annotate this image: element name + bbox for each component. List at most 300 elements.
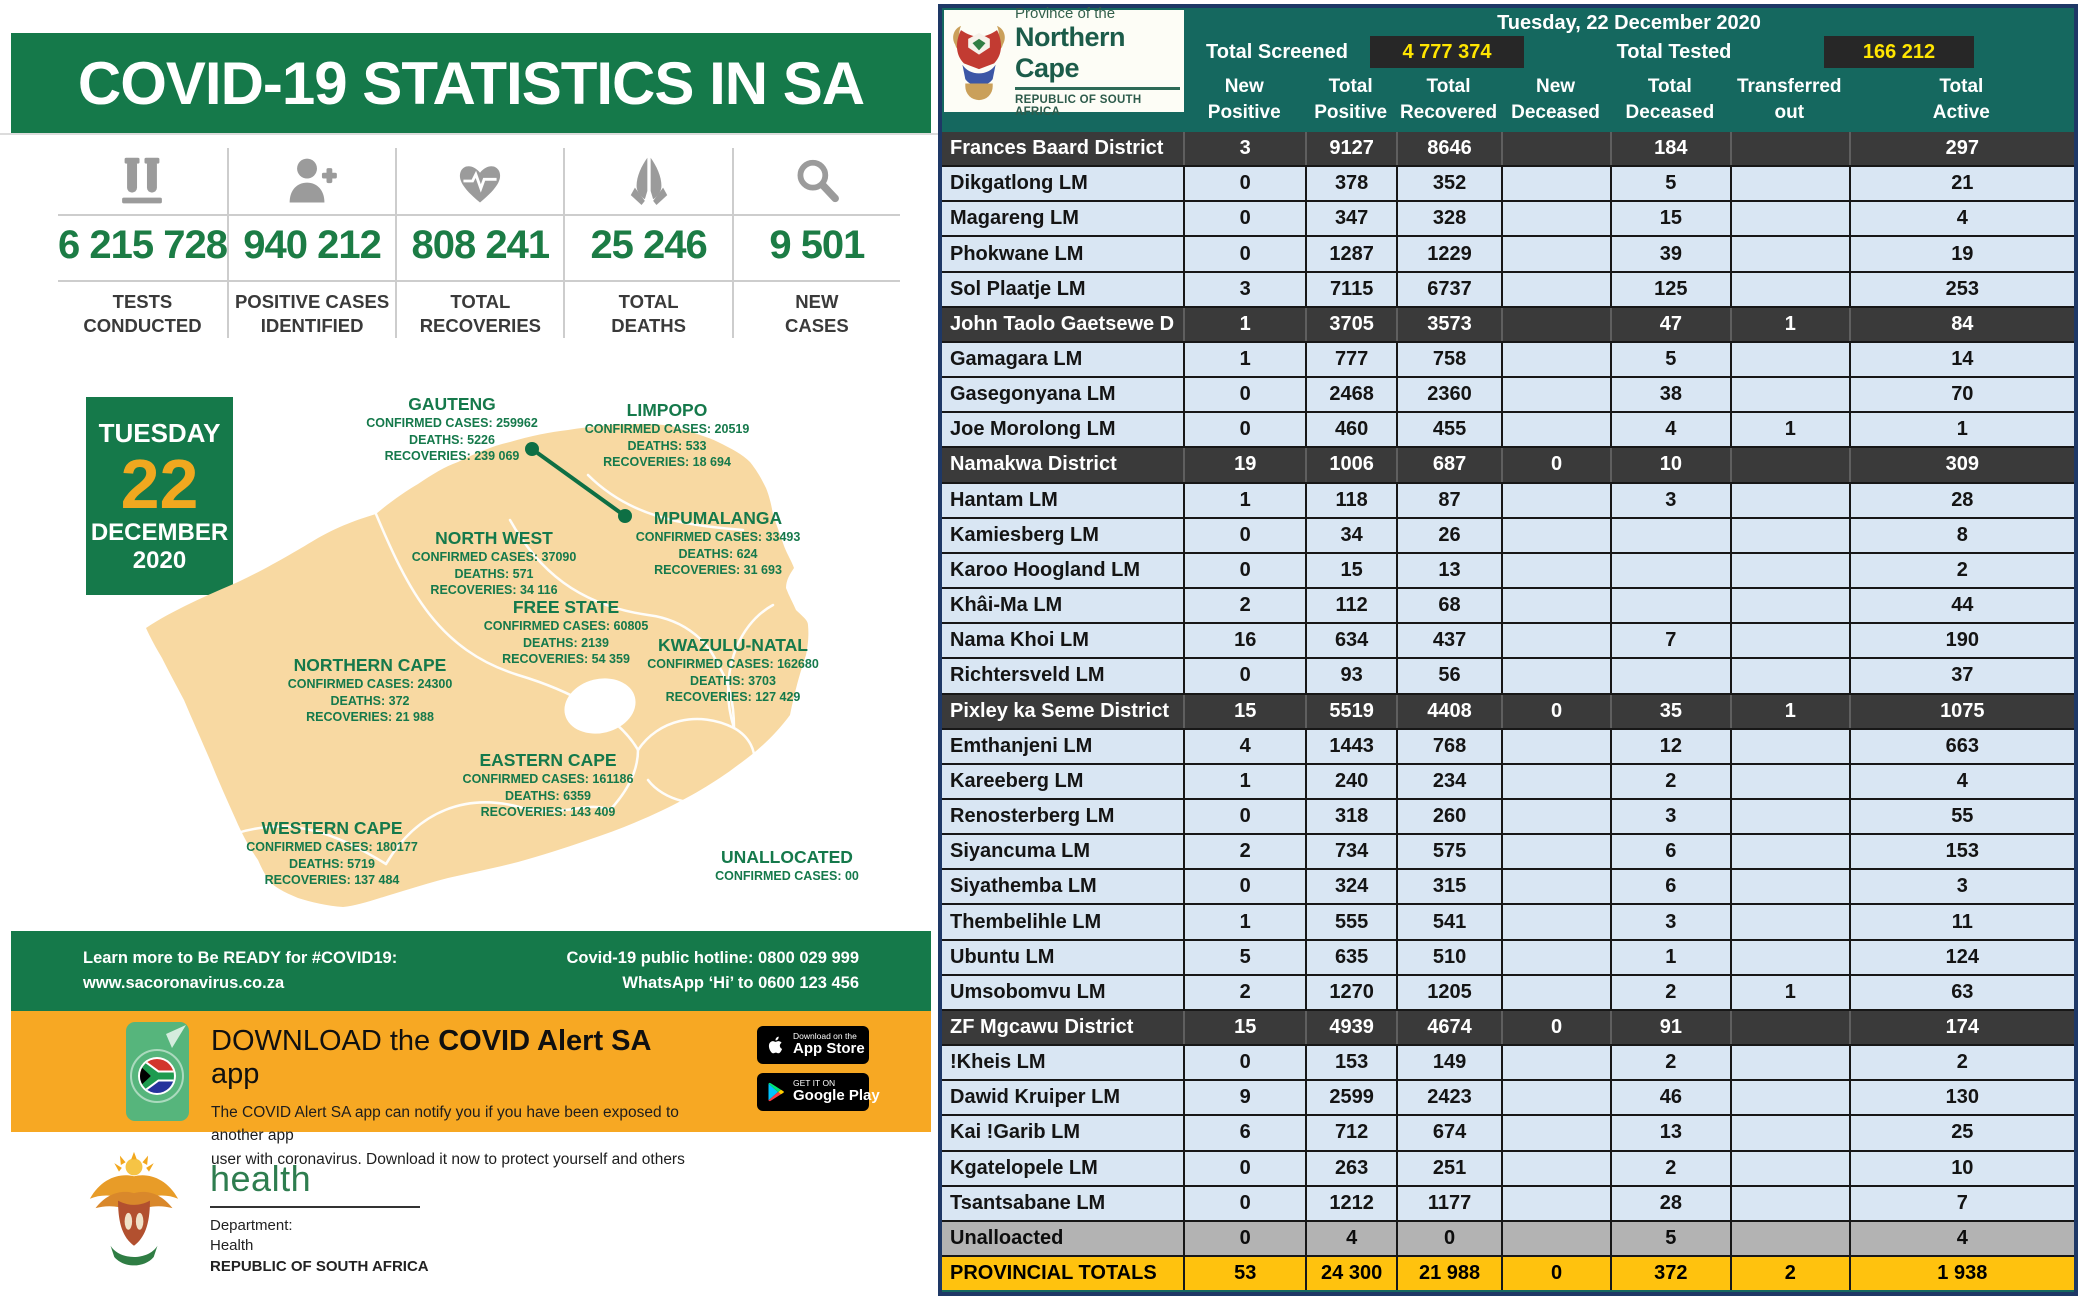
row-value: 28 [1849,484,2074,517]
row-value [1501,1081,1610,1114]
row-value: 0 [1183,519,1305,552]
logo-line2: Northern Cape [1015,22,1180,90]
table-row [942,1116,2074,1151]
row-value: 2423 [1396,1081,1501,1114]
row-value: 21 988 [1396,1257,1501,1290]
stat-label-line: TESTS [112,290,173,312]
row-value: 575 [1396,835,1501,868]
row-value [1501,589,1610,622]
stat-value: 9 501 [769,222,865,267]
province-label [366,394,538,465]
table-row [942,413,2074,448]
row-value [1730,1046,1849,1079]
app-store-badge[interactable] [757,1026,869,1064]
row-name: Phokwane LM [950,242,1084,265]
row-value: 674 [1396,1116,1501,1149]
row-value: 190 [1849,624,2074,657]
row-name: Renosterberg LM [950,805,1115,828]
row-value: 0 [1183,202,1305,235]
stat-label-line: CASES [785,314,849,336]
row-value: 6737 [1396,273,1501,306]
row-value: 1 [1730,413,1849,446]
row-value [1501,519,1610,552]
row-value: 1270 [1305,976,1396,1009]
stat-value: 25 246 [590,222,707,267]
table-row [942,624,2074,659]
column-header-line: Active [1932,102,1990,123]
stat-label-line: CONDUCTED [83,314,202,336]
row-value [1730,167,1849,200]
row-value: 555 [1305,905,1396,938]
row-value [1610,589,1730,622]
row-value [1730,1187,1849,1220]
row-value: 2 [1610,976,1730,1009]
province-deaths: DEATHS: 3703 [690,673,776,688]
province-deaths: DEATHS: 372 [330,693,410,708]
column-header [1610,68,1730,132]
row-value: 2 [1849,554,2074,587]
row-value: 2360 [1396,378,1501,411]
row-value: 437 [1396,624,1501,657]
province-name: NORTH WEST [435,528,553,548]
row-value [1501,976,1610,1009]
row-value: 34 [1305,519,1396,552]
row-name: Thembelihle LM [950,910,1102,933]
row-name: Umsobomvu LM [950,980,1106,1003]
praying-hands-icon [620,148,678,213]
stat-value: 808 241 [411,222,550,267]
logo-line1: Province of the [1015,4,1116,22]
row-value: 125 [1610,273,1730,306]
province-label [715,847,859,885]
row-name: Dikgatlong LM [950,172,1088,195]
row-value: 16 [1183,624,1305,657]
row-value: 4 [1305,1222,1396,1255]
row-value: 2 [1610,1152,1730,1185]
row-value [1730,237,1849,270]
divider [58,214,900,216]
row-value: 3 [1183,132,1305,165]
row-value [1501,765,1610,798]
row-value [1501,941,1610,974]
row-value: 15 [1610,202,1730,235]
province-label [412,528,577,599]
spacer [1974,36,2074,68]
province-recoveries: RECOVERIES: 127 429 [665,690,801,704]
column-header-line: Total [1647,76,1692,98]
row-value: 734 [1305,835,1396,868]
app-banner [11,1011,931,1168]
table-row [942,765,2074,800]
row-value [1730,765,1849,798]
column-header-line: Positive [1207,102,1281,123]
table-row [942,273,2074,308]
row-value: 318 [1305,800,1396,833]
row-name: Pixley ka Seme District [950,699,1170,722]
row-value: 4 [1610,413,1730,446]
stat-label-line: NEW [795,290,839,312]
column-headers [942,68,2074,132]
row-value: 240 [1305,765,1396,798]
table-row [942,484,2074,519]
row-name: ZF Mgcawu District [950,1015,1134,1038]
row-value: 2 [1183,976,1305,1009]
date-year: 2020 [132,546,187,574]
row-value: 372 [1610,1257,1730,1290]
row-value: 4 [1849,1222,2074,1255]
date-weekday: TUESDAY [98,417,221,448]
left-panel [0,0,938,1300]
row-value [1730,659,1849,692]
row-value: 0 [1501,1257,1610,1290]
stat-label-line: TOTAL [618,290,679,312]
website-link: www.sacoronavirus.co.za [83,974,285,992]
row-value: 0 [1183,659,1305,692]
badge-big-text: Google Play [793,1087,880,1105]
row-name: Joe Morolong LM [950,418,1116,441]
row-value: 0 [1501,695,1610,728]
province-name: MPUMALANGA [653,508,783,528]
row-value: 5 [1183,941,1305,974]
row-value: 263 [1305,1152,1396,1185]
row-value [1730,730,1849,763]
row-value: 1 [1730,695,1849,728]
row-value [1501,413,1610,446]
total-tested-label: Total Tested [1616,40,1732,63]
row-value [1730,1011,1849,1044]
row-value [1730,202,1849,235]
row-name: Siyancuma LM [950,840,1091,863]
row-name: Siyathemba LM [950,875,1097,898]
province-label [636,508,801,579]
row-value [1501,800,1610,833]
row-value: 3 [1610,800,1730,833]
row-value [1730,835,1849,868]
row-value [1730,1152,1849,1185]
total-screened-label: Total Screened [1206,40,1348,63]
province-deaths: DEATHS: 2139 [523,635,609,650]
row-value: 0 [1183,554,1305,587]
province-name: NORTHERN CAPE [293,655,447,675]
row-value [1730,554,1849,587]
row-value: 37 [1849,659,2074,692]
row-value: 0 [1183,1222,1305,1255]
province-name: WESTERN CAPE [261,818,403,838]
row-value: 0 [1183,413,1305,446]
row-value: 12 [1610,730,1730,763]
row-name: Frances Baard District [950,137,1164,160]
table-row [942,1152,2074,1187]
province-name: KWAZULU-NATAL [657,635,809,655]
stat-value: 6 215 728 [58,222,227,267]
row-value [1610,659,1730,692]
province-recoveries: RECOVERIES: 143 409 [480,805,616,819]
column-header-line: out [1774,102,1805,123]
row-value [1501,378,1610,411]
row-value: 1287 [1305,237,1396,270]
row-value [1501,835,1610,868]
row-value: 777 [1305,343,1396,376]
column-header-line: Total [1328,76,1373,98]
province-label [647,635,819,706]
table-row [942,835,2074,870]
column-header [1730,68,1849,132]
row-value: 297 [1849,132,2074,165]
table-row [942,308,2074,343]
table-row [942,519,2074,554]
total-screened-value: 4 777 374 [1370,36,1524,68]
row-value [1610,519,1730,552]
google-play-badge[interactable] [757,1073,880,1111]
row-value: 309 [1849,448,2074,481]
row-value: 510 [1396,941,1501,974]
row-value: 10 [1610,448,1730,481]
row-value: 1 [1610,941,1730,974]
stat-item [58,148,227,338]
row-value [1730,343,1849,376]
badge-big-text: App Store [793,1040,865,1058]
row-value: 634 [1305,624,1396,657]
row-value: 3705 [1305,308,1396,341]
row-value: 260 [1396,800,1501,833]
row-value: 53 [1183,1257,1305,1290]
row-value: 4939 [1305,1011,1396,1044]
row-value: 35 [1610,695,1730,728]
province-recoveries: RECOVERIES: 31 693 [654,563,782,577]
stat-item [563,148,731,338]
table-row [942,378,2074,413]
row-value [1501,484,1610,517]
province-deaths: DEATHS: 624 [678,546,758,561]
row-value [1730,273,1849,306]
row-value: 15 [1305,554,1396,587]
row-value: 19 [1849,237,2074,270]
province-name: UNALLOCATED [721,847,853,867]
row-value: 1 [1183,905,1305,938]
page-title-banner [11,33,931,133]
row-value: 2468 [1305,378,1396,411]
province-cases: CONFIRMED CASES: 33493 [635,530,801,544]
row-value: 460 [1305,413,1396,446]
province-deaths: DEATHS: 571 [454,566,534,581]
learn-more-text: Learn more to Be READY for #COVID19: [83,949,398,968]
row-name: Karoo Hoogland LM [950,558,1140,581]
row-value: 1205 [1396,976,1501,1009]
row-value: 4 [1183,730,1305,763]
divider [58,280,900,282]
row-value [1730,519,1849,552]
row-value: 1 [1183,484,1305,517]
row-value: 6 [1610,835,1730,868]
row-value: 378 [1305,167,1396,200]
column-header [1305,68,1396,132]
row-value: 251 [1396,1152,1501,1185]
row-name: Namakwa District [950,453,1117,476]
province-label [463,750,634,821]
row-value: 0 [1183,378,1305,411]
row-value: 3 [1610,905,1730,938]
column-header [1183,68,1305,132]
row-value: 0 [1501,448,1610,481]
table-row [942,448,2074,483]
row-value: 2 [1610,765,1730,798]
row-value: 234 [1396,765,1501,798]
hotline-text: Covid-19 public hotline: 0800 029 999 [566,949,859,968]
province-recoveries: RECOVERIES: 137 484 [264,873,400,887]
row-value: 1 [1183,343,1305,376]
row-value: 2599 [1305,1081,1396,1114]
row-value: 15 [1183,695,1305,728]
row-value: 68 [1396,589,1501,622]
table-row [942,343,2074,378]
row-value: 11 [1849,905,2074,938]
row-value: 2 [1183,589,1305,622]
table-row [942,167,2074,202]
row-value: 124 [1849,941,2074,974]
row-value: 7 [1610,624,1730,657]
table-row [942,976,2074,1011]
row-value: 8 [1849,519,2074,552]
table-row [942,941,2074,976]
row-name: Kgatelopele LM [950,1156,1098,1179]
row-value: 10 [1849,1152,2074,1185]
row-value [1501,624,1610,657]
row-value: 70 [1849,378,2074,411]
row-value [1730,378,1849,411]
app-banner-title: DOWNLOAD the COVID Alert SA app [211,1025,652,1090]
row-value: 112 [1305,589,1396,622]
stat-label-line: TOTAL [450,290,511,312]
column-header-line: New [1535,76,1576,98]
province-deaths: DEATHS: 533 [627,438,707,453]
province-label [288,655,453,726]
table-row [942,870,2074,905]
row-value: 352 [1396,167,1501,200]
row-value: 4408 [1396,695,1501,728]
province-cases: CONFIRMED CASES: 180177 [246,840,418,854]
row-value: 1075 [1849,695,2074,728]
row-name: Richtersveld LM [950,664,1105,687]
row-value [1730,905,1849,938]
row-value: 5 [1610,1222,1730,1255]
heart-pulse-icon [451,148,509,213]
column-header-line: Deceased [1625,102,1715,123]
row-value: 0 [1183,167,1305,200]
row-value: 0 [1183,1046,1305,1079]
row-value: 184 [1610,132,1730,165]
row-value: 21 [1849,167,2074,200]
row-name: Kareeberg LM [950,769,1084,792]
row-value: 635 [1305,941,1396,974]
row-value: 1 938 [1849,1257,2074,1290]
province-recoveries: RECOVERIES: 21 988 [306,710,434,724]
row-name: John Taolo Gaetsewe D [950,312,1175,335]
province-cases: CONFIRMED CASES: 161186 [462,772,634,786]
column-header [1396,68,1501,132]
row-value [1730,870,1849,903]
row-value: 3573 [1396,308,1501,341]
row-value [1501,237,1610,270]
province-label [585,400,750,471]
table-row [942,132,2074,167]
magnifier-icon [788,148,846,213]
page-title: COVID-19 STATISTICS IN SA [77,49,865,117]
row-value: 14 [1849,343,2074,376]
row-name: Magareng LM [950,207,1079,230]
row-value: 328 [1396,202,1501,235]
row-value: 712 [1305,1116,1396,1149]
health-department-logo [82,1150,429,1277]
stat-label [235,278,389,338]
row-value: 1 [1183,765,1305,798]
coat-of-arms-icon [82,1150,186,1277]
stat-label-line: RECOVERIES [419,314,541,336]
row-name: Khâi-Ma LM [950,594,1063,617]
table-row [942,1257,2074,1290]
row-name: Gamagara LM [950,348,1083,371]
total-tested-value: 166 212 [1824,36,1974,68]
row-value: 347 [1305,202,1396,235]
row-value: 0 [1501,1011,1610,1044]
row-value [1730,1222,1849,1255]
row-value: 5 [1610,343,1730,376]
row-value [1501,167,1610,200]
row-value: 56 [1396,659,1501,692]
row-value: 19 [1183,448,1305,481]
province-recoveries: RECOVERIES: 239 069 [384,449,520,463]
row-value: 0 [1183,1187,1305,1220]
row-value: 6 [1183,1116,1305,1149]
row-value: 0 [1183,800,1305,833]
province-cases: CONFIRMED CASES: 162680 [647,657,819,671]
row-value: 46 [1610,1081,1730,1114]
row-name: !Kheis LM [950,1051,1046,1074]
province-name: EASTERN CAPE [479,750,617,770]
row-value: 1212 [1305,1187,1396,1220]
row-value: 174 [1849,1011,2074,1044]
row-value: 38 [1610,378,1730,411]
table-row [942,800,2074,835]
table-row [942,730,2074,765]
table-date-header: Tuesday, 22 December 2020 [1497,11,1761,34]
row-value: 1443 [1305,730,1396,763]
row-value: 2 [1849,1046,2074,1079]
row-value: 253 [1849,273,2074,306]
row-value: 1 [1849,413,2074,446]
stat-label [611,278,686,338]
column-header-line: Positive [1314,102,1388,123]
row-value [1501,132,1610,165]
row-value: 687 [1396,448,1501,481]
row-value [1501,202,1610,235]
stat-label-line: IDENTIFIED [260,314,364,336]
screening-summary [1184,36,2074,68]
table-row [942,1011,2074,1046]
row-value: 26 [1396,519,1501,552]
stat-label [420,278,541,338]
row-value: 47 [1610,308,1730,341]
row-value: 13 [1610,1116,1730,1149]
row-value: 8646 [1396,132,1501,165]
department-line: REPUBLIC OF SOUTH AFRICA [210,1257,429,1275]
row-value: 87 [1396,484,1501,517]
column-header-line: Total [1426,76,1471,98]
department-line: Health [210,1237,254,1255]
row-value: 1 [1183,308,1305,341]
row-value: 3 [1849,870,2074,903]
province-recoveries: RECOVERIES: 54 359 [502,652,630,666]
whatsapp-text: WhatsApp ‘Hi’ to 0600 123 456 [622,974,859,992]
